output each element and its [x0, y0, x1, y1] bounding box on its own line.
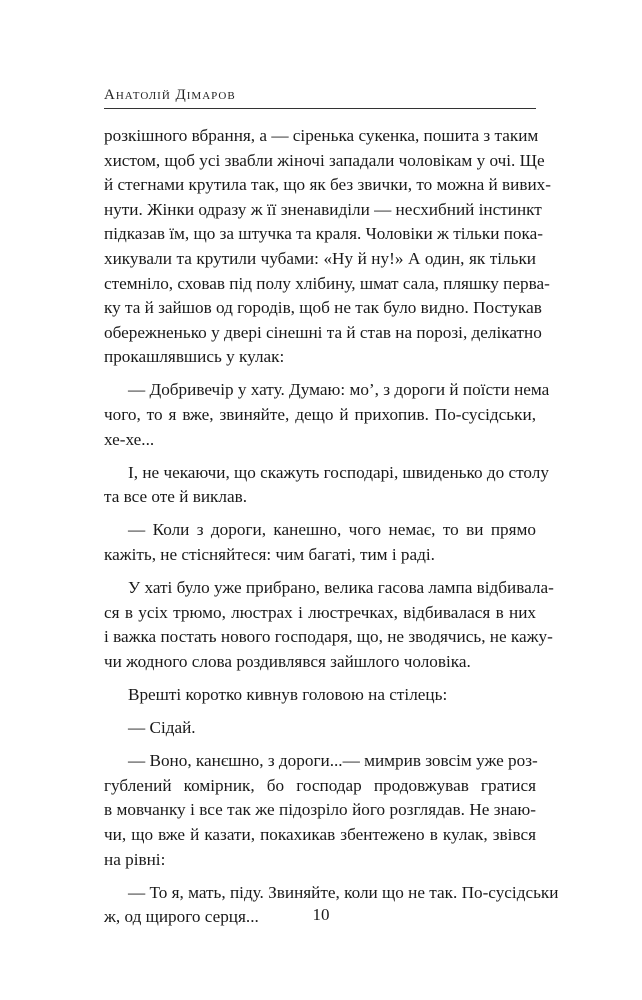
paragraph: [104, 124, 551, 370]
text-line: — Добривечір у хату. Думаю: мо’, з дороги й поїсти нема: [128, 380, 550, 400]
text-line: кажіть, не стісняйтеся: чим багаті, тим і раді.: [104, 545, 435, 564]
text-line: ся в усіх трюмо, люстрах і люстречках, відбивалася в них: [104, 602, 536, 622]
header-rule: [104, 108, 536, 109]
paragraph: [104, 461, 549, 510]
text-line: — Воно, канєшно, з дороги...— мимрив зовсім уже роз-: [128, 751, 538, 771]
paragraph-gap: [104, 568, 536, 577]
text-line: чи жодного слова роздивлявся зайшлого чоловіка.: [104, 651, 471, 671]
text-line: нути. Жінки одразу ж її зненавиділи — несхибний інстинкт: [104, 199, 542, 219]
text-line: — Сідай.: [128, 718, 196, 738]
text-line: У хаті було уже прибрано, велика гасова лампа відбивала-: [128, 578, 554, 598]
text-line: І, не чекаючи, що скажуть господарі, швиденько до столу: [128, 462, 549, 482]
text-line: хистом, щоб усі звабли жіночі западали чоловікам у очі. Ще: [104, 150, 545, 170]
text-line: — То я, мать, піду. Звиняйте, коли що не так. По-сусідськи: [128, 882, 559, 902]
text-line: хе-хе...: [104, 429, 155, 449]
paragraph: [104, 378, 550, 452]
text-line: гублений комірник, бо господар продовжував гратися: [104, 775, 536, 795]
text-line: стемніло, сховав під полу хлібину, шмат сала, пляшку перва-: [104, 273, 550, 293]
text-line: й стегнами крутила так, що як без звички, то можна й вивих-: [104, 175, 551, 195]
author-name: Анатолій Дімаров: [104, 87, 236, 103]
text-line: ж, од щирого серця...: [104, 907, 259, 927]
text-line: і важка постать нового господаря, що, не зводячись, не кажу-: [104, 627, 553, 647]
text-line: — Коли з дороги, канешно, чого немає, то ви прямо: [128, 520, 536, 540]
paragraph: [104, 518, 536, 567]
text-line: ку та й зайшов од городів, щоб не так було видно. Постукав: [104, 298, 542, 318]
text-line: розкішного вбрання, а — сіренька сукенка, пошита з таким: [104, 126, 539, 145]
paragraph-gap: [104, 872, 536, 881]
page-number: 10: [312, 905, 330, 924]
running-header: [104, 86, 536, 109]
paragraph-gap: [104, 741, 536, 750]
paragraph-gap: [104, 370, 536, 379]
text-line: чи, що вже й казати, покахикав збентежено в кулак, звівся: [104, 824, 536, 844]
paragraph-gap: [104, 510, 536, 519]
text-line: та все оте й виклав.: [104, 487, 248, 507]
text-line: Врешті коротко кивнув головою на стілець:: [128, 684, 448, 704]
text-line: чого, то я вже, звиняйте, дещо й прихопив. По-сусідськи,: [104, 405, 536, 425]
text-line: на рівні:: [104, 849, 166, 869]
paragraph-gap: [104, 708, 536, 717]
paragraph-gap: [104, 452, 536, 461]
paragraph: [104, 749, 536, 872]
paragraph-gap: [104, 674, 536, 683]
paragraph: [104, 576, 554, 674]
text-line: в мовчанку і все так же підозріло його розглядав. Не знаю-: [104, 800, 536, 820]
text-line: прокашлявшись у кулак:: [104, 347, 285, 367]
paragraph: [104, 683, 536, 708]
paragraph: [104, 716, 536, 741]
text-line: хикували та крутили чубами: «Ну й ну!» А один, як тільки: [104, 248, 536, 268]
text-line: обережненько у двері сінешні та й став на порозі, делікатно: [104, 322, 542, 342]
text-line: підказав їм, що за штучка та краля. Чоловіки ж тільки пока-: [104, 224, 543, 244]
page-body: [104, 124, 559, 930]
